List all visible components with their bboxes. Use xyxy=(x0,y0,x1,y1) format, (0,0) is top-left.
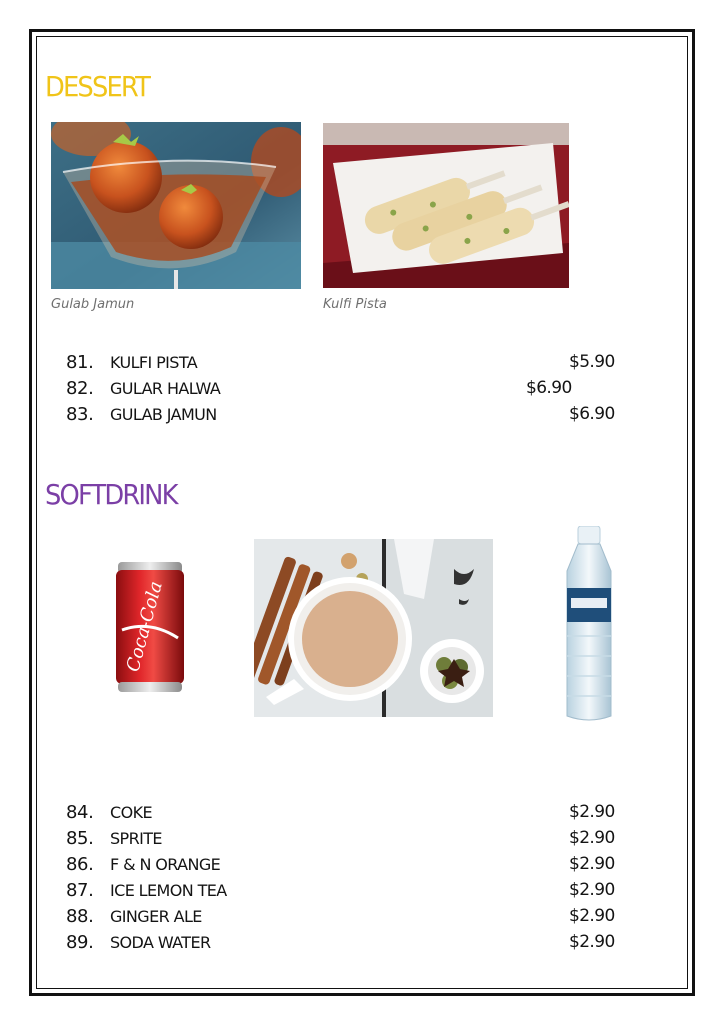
item-name: SODA WATER xyxy=(110,933,211,952)
item-number: 82. xyxy=(66,378,94,399)
kulfi-pista-caption: Kulfi Pista xyxy=(323,297,387,312)
item-name: GINGER ALE xyxy=(110,907,202,926)
masala-tea-photo xyxy=(254,539,493,717)
menu-item xyxy=(66,378,616,402)
item-number: 83. xyxy=(66,404,94,425)
item-number: 88. xyxy=(66,906,94,927)
item-name: COKE xyxy=(110,803,152,822)
menu-item xyxy=(66,906,616,930)
item-name: F & N ORANGE xyxy=(110,855,221,874)
item-price: $2.90 xyxy=(569,932,615,952)
menu-item xyxy=(66,828,616,852)
softdrink-heading: SOFTDRINK xyxy=(45,478,177,511)
item-number: 84. xyxy=(66,802,94,823)
gulab-jamun-caption: Gulab Jamun xyxy=(51,297,135,312)
item-number: 81. xyxy=(66,352,94,373)
item-price: $6.90 xyxy=(526,378,572,398)
menu-item xyxy=(66,404,616,428)
gulab-jamun-photo xyxy=(51,122,301,289)
item-name: SPRITE xyxy=(110,829,162,848)
item-number: 89. xyxy=(66,932,94,953)
item-price: $2.90 xyxy=(569,854,615,874)
item-price: $2.90 xyxy=(569,880,615,900)
item-price: $2.90 xyxy=(569,828,615,848)
coke-can-photo xyxy=(112,560,188,694)
menu-item xyxy=(66,932,616,956)
menu-item xyxy=(66,854,616,878)
item-name: GULAB JAMUN xyxy=(110,405,217,424)
item-number: 85. xyxy=(66,828,94,849)
item-name: GULAR HALWA xyxy=(110,379,221,398)
item-number: 86. xyxy=(66,854,94,875)
item-price: $6.90 xyxy=(569,404,615,424)
item-price: $5.90 xyxy=(569,352,615,372)
menu-item xyxy=(66,352,616,376)
kulfi-pista-photo xyxy=(323,123,569,288)
menu-item xyxy=(66,880,616,904)
item-price: $2.90 xyxy=(569,906,615,926)
water-bottle-photo xyxy=(561,526,617,724)
item-price: $2.90 xyxy=(569,802,615,822)
coke-logo-text: Coca-Cola xyxy=(122,579,167,675)
item-number: 87. xyxy=(66,880,94,901)
item-name: ICE LEMON TEA xyxy=(110,881,227,900)
dessert-heading: DESSERT xyxy=(45,70,149,103)
menu-item xyxy=(66,802,616,826)
item-name: KULFI PISTA xyxy=(110,353,198,372)
